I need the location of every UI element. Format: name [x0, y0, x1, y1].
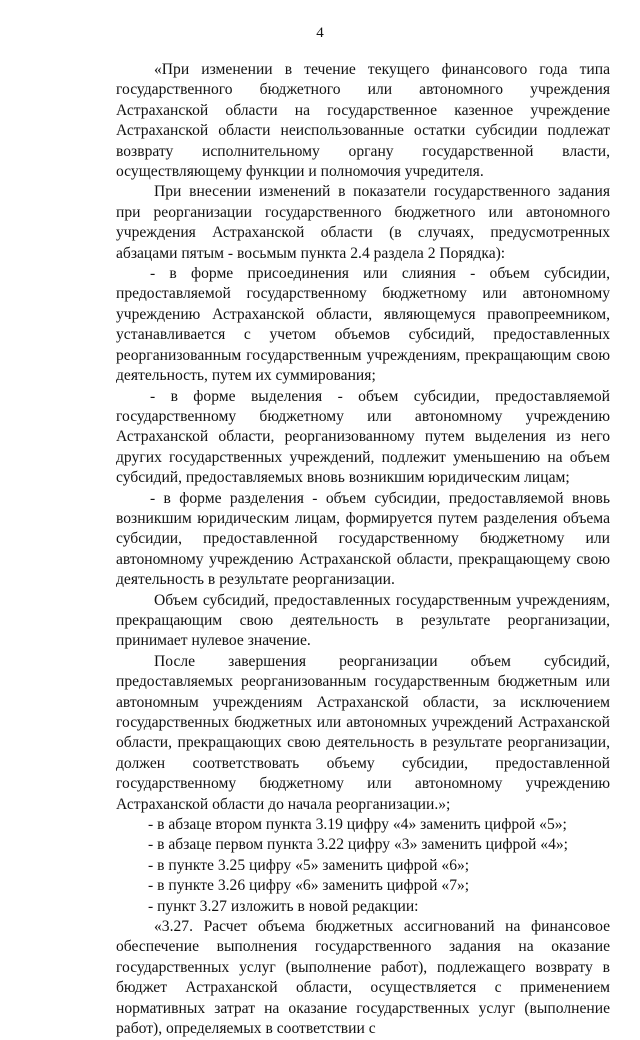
- paragraph-separation: - в форме выделения - объем субсидии, предоставляемой государственному бюджетному или автономному учреждению Астраханской области, реорганизованному путем выделения из него других государственных учреждений, подлежит уменьшению на объем субсидий, предоставляемых вновь возникшим юридическим лицам;: [116, 387, 610, 487]
- amendment-item: - в абзаце втором пункта 3.19 цифру «4» заменить цифрой «5»;: [148, 816, 567, 834]
- paragraph-reorganization-intro: При внесении изменений в показатели государственного задания при реорганизации государственного бюджетного или автономного учреждения Астраханской области (в случаях, предусмотренных абзацами пятым - восьмым пункта 2.4 раздела 2 Порядка):: [116, 183, 610, 262]
- amendment-item: - в пункте 3.25 цифру «5» заменить цифрой «6»;: [148, 856, 470, 874]
- paragraph-zero-value: Объем субсидий, предоставленных государственным учреждениям, прекращающим свою деятельность в результате реорганизации, принимает нулевое значение.: [116, 591, 610, 650]
- page-number: 4: [316, 25, 324, 41]
- paragraph-subsidy-return: «При изменении в течение текущего финансового года типа государственного бюджетного или автономного учреждения Астраханской области на государственное казенное учреждение Астраханской области неиспользованные остатки субсидии подлежат возврату исполнительному органу государственной власти, осуществляющему функции и полномочия учредителя.: [116, 61, 610, 181]
- paragraph-division: - в форме разделения - объем субсидии, предоставляемой вновь возникшим юридическим лицам, формируется путем разделения объема субсидии, предоставленной государственному бюджетному или автономному учреждению Астраханской области, прекращающему свою деятельность в результате реорганизации.: [116, 489, 610, 589]
- paragraph-after-reorganization: После завершения реорганизации объем субсидий, предоставляемых реорганизованным государственным бюджетным или автономным учреждениям Астраханской области, за исключением государственных бюджетных или автономных учреждений Астраханской области, прекращающих свою деятельность в результате реорганизации, должен соответствовать объему субсидии, предоставленной государственному бюджетному или автономному учреждению Астраханской области до начала реорганизации.»;: [116, 652, 610, 813]
- amendment-item: - пункт 3.27 изложить в новой редакции:: [148, 897, 419, 915]
- paragraph-merger: - в форме присоединения или слияния - объем субсидии, предоставляемой государственному бюджетному или автономному учреждению Астраханской области, являющемуся правопреемником, устанавливается с учетом объемов субсидий, предоставленных реорганизованным государственным учреждениям, прекращающим свою деятельность, путем их суммирования;: [116, 265, 610, 385]
- amendment-item: - в пункте 3.26 цифру «6» заменить цифрой «7»;: [148, 877, 470, 895]
- amendment-item: - в абзаце первом пункта 3.22 цифру «3» заменить цифрой «4»;: [148, 836, 569, 854]
- document-body: [116, 60, 610, 1040]
- paragraph-clause-3-27: «3.27. Расчет объема бюджетных ассигнований на финансовое обеспечение выполнения государственного задания на оказание государственных услуг (выполнение работ), подлежащего возврату в бюджет Астраханской области, осуществляется с применением нормативных затрат на оказание государственных услуг (выполнение работ), определяемых в соответствии с: [116, 918, 610, 1038]
